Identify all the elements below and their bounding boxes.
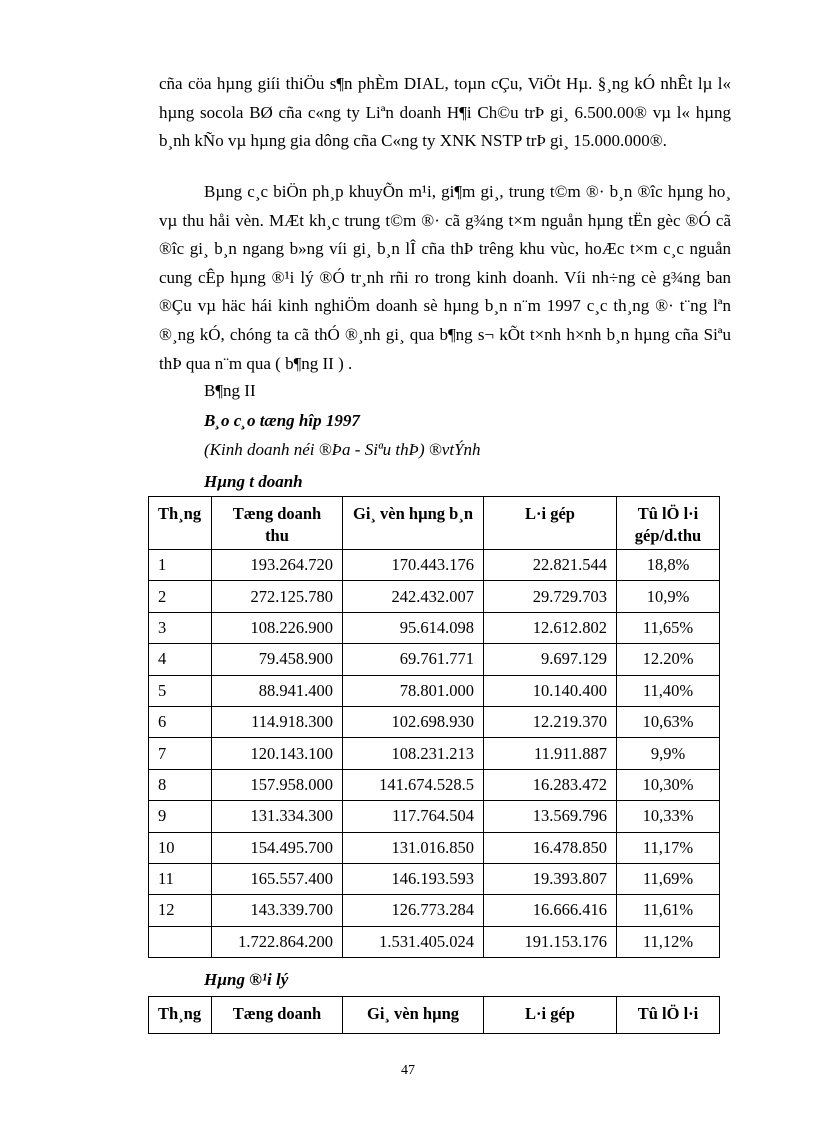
table-row [149,612,720,643]
agency-goods-table [148,996,720,1034]
table-row [149,675,720,706]
cell-cost: 170.443.176 [343,550,484,581]
header-margin-rate: Tû lÖ l·i [617,997,720,1034]
section-title-agency-goods: Hµng ®¹i lý [204,970,289,989]
cell-cost: 117.764.504 [343,801,484,832]
cell-revenue: 143.339.700 [212,895,343,926]
cell-revenue: 157.958.000 [212,769,343,800]
cell-month: 11 [149,863,212,894]
cell-cost: 69.761.771 [343,644,484,675]
cell-revenue: 154.495.700 [212,832,343,863]
cell-margin: 12.20% [617,644,720,675]
cell-revenue: 88.941.400 [212,675,343,706]
cell-month: 3 [149,612,212,643]
cell-profit: 13.569.796 [484,801,617,832]
cell-profit: 12.612.802 [484,612,617,643]
table-row [149,863,720,894]
cell-margin: 10,63% [617,706,720,737]
cell-revenue: 272.125.780 [212,581,343,612]
section-title-own-goods: Hµng t doanh [204,472,303,491]
cell-month: 6 [149,706,212,737]
page-number: 47 [401,1063,415,1078]
cell-month: 4 [149,644,212,675]
cell-month: 2 [149,581,212,612]
cell-total-profit: 191.153.176 [484,926,617,957]
cell-profit: 19.393.807 [484,863,617,894]
cell-revenue: 79.458.900 [212,644,343,675]
cell-profit: 22.821.544 [484,550,617,581]
header-month: Th¸ng [149,497,212,550]
cell-month: 9 [149,801,212,832]
cell-revenue: 131.334.300 [212,801,343,832]
cell-cost: 108.231.213 [343,738,484,769]
cell-revenue: 120.143.100 [212,738,343,769]
cell-cost: 102.698.930 [343,706,484,737]
cell-margin: 10,33% [617,801,720,832]
cell-revenue: 165.557.400 [212,863,343,894]
report-title: B¸o c¸o tæng hîp 1997 [204,411,360,430]
cell-margin: 9,9% [617,738,720,769]
table-row [149,738,720,769]
cell-profit: 16.666.416 [484,895,617,926]
cell-month [149,926,212,957]
table-total-row [149,926,720,957]
cell-margin: 10,30% [617,769,720,800]
cell-cost: 95.614.098 [343,612,484,643]
body-paragraph-2: Bµng c¸c biÖn ph¸p khuyÕn m¹i, gi¶m gi¸, trung t©m ®· b¸n ®îc hµng ho¸ vµ thu håi vèn. MÆt kh¸c trung t©m ®· cã g¾ng t×m nguån hµng tËn gèc ®Ó cã ®îc gi¸ b¸n ngang b»ng víi gi¸ b¸n lÎ cña thÞ trêng khu vùc, hoÆc t×m c¸c nguån cung cÊp hµng ®¹i lý ®Ó tr¸nh rñi ro trong kinh doanh. Víi nh÷ng cè g¾ng ban ®Çu vµ häc hái kinh nghiÖm doanh sè hµng b¸n n¨m 1997 c¸c th¸ng ®· t¨ng lªn ®¸ng kÓ, chóng ta cã thÓ ®¸nh gi¸ qua b¶ng s¬ kÕt t×nh h×nh b¸n hµng cña Siªu thÞ qua n¨m qua ( b¶ng II ) . [159,182,731,373]
cell-margin: 11,65% [617,612,720,643]
cell-month: 12 [149,895,212,926]
cell-margin: 10,9% [617,581,720,612]
cell-total-cost: 1.531.405.024 [343,926,484,957]
cell-profit: 12.219.370 [484,706,617,737]
cell-profit: 11.911.887 [484,738,617,769]
header-total-revenue: Tæng doanh thu [212,497,343,550]
own-goods-table [148,496,720,958]
cell-month: 1 [149,550,212,581]
header-cost-of-goods: Gi¸ vèn hµng [343,997,484,1034]
cell-total-revenue: 1.722.864.200 [212,926,343,957]
cell-profit: 10.140.400 [484,675,617,706]
cell-total-margin: 11,12% [617,926,720,957]
cell-month: 10 [149,832,212,863]
cell-profit: 9.697.129 [484,644,617,675]
cell-month: 7 [149,738,212,769]
cell-margin: 18,8% [617,550,720,581]
table-header-row [149,997,720,1034]
cell-revenue: 108.226.900 [212,612,343,643]
table-label: B¶ng II [204,381,256,400]
header-total-revenue: Tæng doanh [212,997,343,1034]
table-row [149,832,720,863]
cell-cost: 131.016.850 [343,832,484,863]
cell-profit: 16.283.472 [484,769,617,800]
header-gross-profit: L·i gép [484,497,617,550]
header-margin-rate: Tû lÖ l·i gép/d.thu [617,497,720,550]
table-row [149,769,720,800]
cell-profit: 16.478.850 [484,832,617,863]
report-subtitle: (Kinh doanh néi ®Þa - Siªu thÞ) ®vtÝnh [204,440,481,459]
table-row [149,706,720,737]
cell-revenue: 193.264.720 [212,550,343,581]
cell-cost: 141.674.528.5 [343,769,484,800]
cell-revenue: 114.918.300 [212,706,343,737]
cell-month: 8 [149,769,212,800]
cell-cost: 126.773.284 [343,895,484,926]
cell-profit: 29.729.703 [484,581,617,612]
header-gross-profit: L·i gép [484,997,617,1034]
table-row [149,801,720,832]
header-cost-of-goods: Gi¸ vèn hµng b¸n [343,497,484,550]
table-row [149,895,720,926]
cell-cost: 242.432.007 [343,581,484,612]
table-row [149,550,720,581]
table-row [149,581,720,612]
cell-month: 5 [149,675,212,706]
cell-margin: 11,40% [617,675,720,706]
cell-cost: 146.193.593 [343,863,484,894]
body-paragraph-1: cña cöa hµng giíi thiÖu s¶n phÈm DIAL, toµn cÇu, ViÖt Hµ. §¸ng kÓ nhÊt lµ l« hµng socola BØ cña c«ng ty Liªn doanh H¶i Ch©u trÞ gi¸ 6.500.00® vµ l« hµng b¸nh kÑo vµ hµng gia dông cña C«ng ty XNK NSTP trÞ gi¸ 15.000.000®. [159,74,731,151]
cell-margin: 11,61% [617,895,720,926]
header-month: Th¸ng [149,997,212,1034]
cell-margin: 11,69% [617,863,720,894]
cell-cost: 78.801.000 [343,675,484,706]
table-row [149,644,720,675]
cell-margin: 11,17% [617,832,720,863]
table-header-row [149,497,720,550]
